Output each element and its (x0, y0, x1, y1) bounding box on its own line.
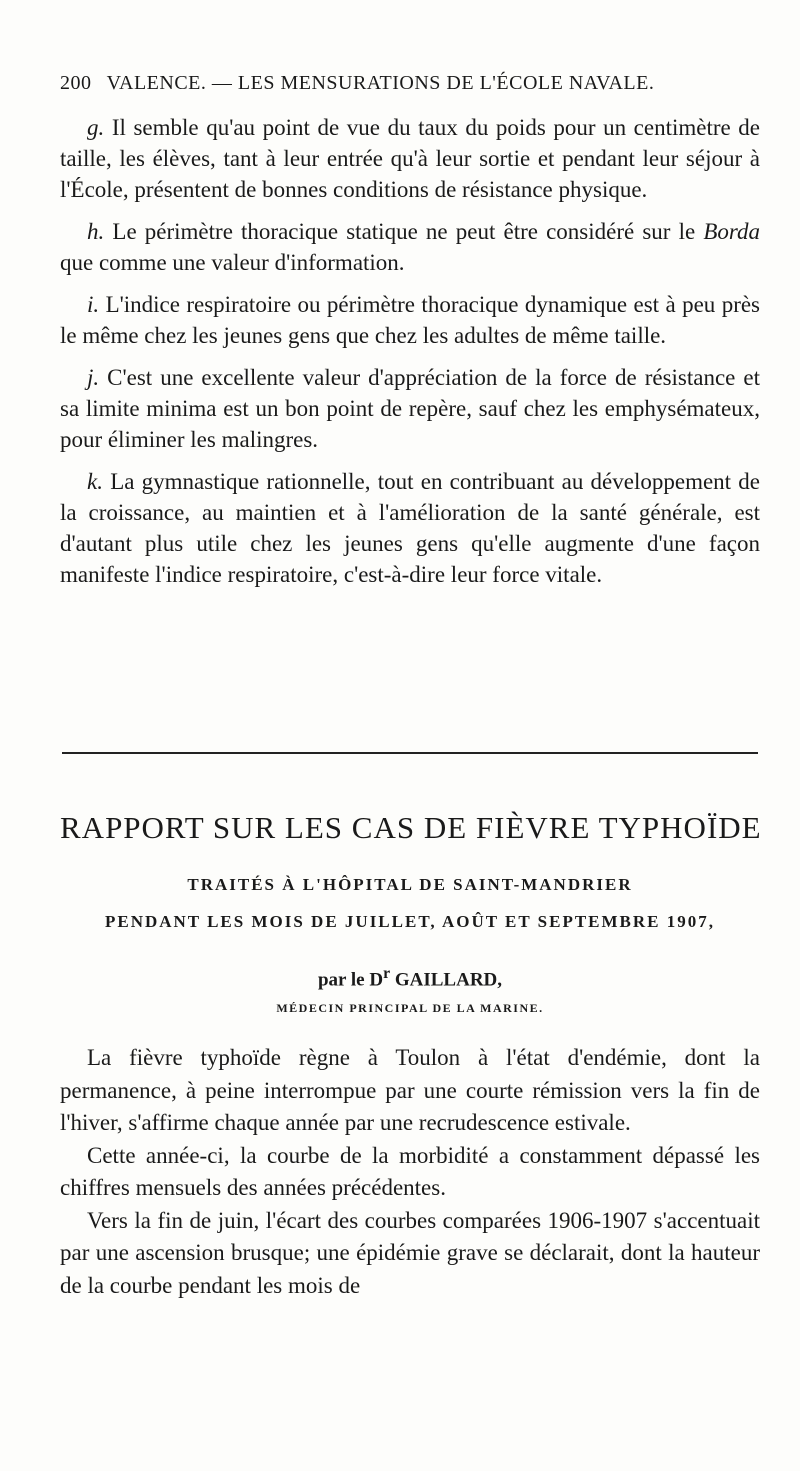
conclusions-list (60, 112, 760, 601)
article-subtitle: TRAITÉS À L'HÔPITAL DE SAINT-MANDRIER (187, 875, 633, 894)
conclusion-j (60, 362, 760, 455)
conclusion-letter: g. (87, 115, 105, 140)
conclusion-text: Le périmètre thoracique statique ne peut être considéré sur le (112, 219, 704, 244)
article-title: RAPPORT SUR LES CAS DE FIÈVRE TYPHOÏDE (60, 810, 762, 845)
ship-name: Borda (703, 219, 760, 244)
conclusion-text: que comme une valeur d'information. (60, 250, 405, 275)
conclusion-letter: k. (87, 469, 103, 494)
body-paragraph: Cette année-ci, la courbe de la morbidité a constamment dépassé les chiffres mensuels des années précédentes. (60, 1142, 760, 1200)
conclusion-k (60, 466, 760, 590)
article-author (60, 965, 760, 991)
article-body (60, 1042, 760, 1302)
conclusion-h (60, 216, 760, 278)
conclusion-g (60, 112, 760, 205)
running-header (60, 72, 760, 95)
page-number: 200 (60, 72, 92, 94)
body-paragraph: Vers la fin de juin, l'écart des courbes comparées 1906-1907 s'accentuait par une ascension brusque; une épidémie grave se déclarait, dont la hauteur de la courbe pendant les mois de (60, 1207, 760, 1298)
conclusion-letter: j. (87, 365, 100, 390)
conclusion-text: C'est une excellente valeur d'appréciation de la force de résistance et sa limite minima est un bon point de repère, sauf chez les emphysémateux, pour éliminer les malingres. (60, 365, 760, 452)
article-subtitle: PENDANT LES MOIS DE JUILLET, AOÛT ET SEPTEMBRE 1907, (104, 912, 716, 931)
conclusion-letter: i. (87, 292, 100, 317)
conclusion-text: Il semble qu'au point de vue du taux du poids pour un centimètre de taille, les élèves, tant à leur entrée qu'à leur sortie et pendant leur séjour à l'École, présentent de bonnes conditions de résistance physique. (60, 115, 761, 202)
section-divider (62, 752, 758, 754)
author-rank: MÉDECIN PRINCIPAL DE LA MARINE. (276, 1001, 544, 1015)
running-title: VALENCE. — LES MENSURATIONS DE L'ÉCOLE NAVALE. (106, 72, 655, 94)
conclusion-letter: h. (87, 219, 105, 244)
author-prefix: par le D (317, 969, 384, 991)
author-name: GAILLARD, (394, 969, 503, 991)
conclusion-text: La gymnastique rationnelle, tout en contribuant au développement de la croissance, au maintien et à l'amélioration de la santé générale, est d'autant plus utile chez les jeunes gens qu'elle augmente d'une façon manifeste l'indice respiratoire, c'est-à-dire leur force vitale. (60, 469, 760, 587)
conclusion-i (60, 289, 760, 351)
author-sup: r (383, 965, 391, 982)
conclusion-text: L'indice respiratoire ou périmètre thoracique dynamique est à peu près le même chez les jeunes gens que chez les adultes de même taille. (60, 292, 761, 348)
body-paragraph: La fièvre typhoïde règne à Toulon à l'état d'endémie, dont la permanence, à peine interrompue par une courte rémission vers la fin de l'hiver, s'affirme chaque année par une recrudescence estivale. (60, 1045, 760, 1135)
